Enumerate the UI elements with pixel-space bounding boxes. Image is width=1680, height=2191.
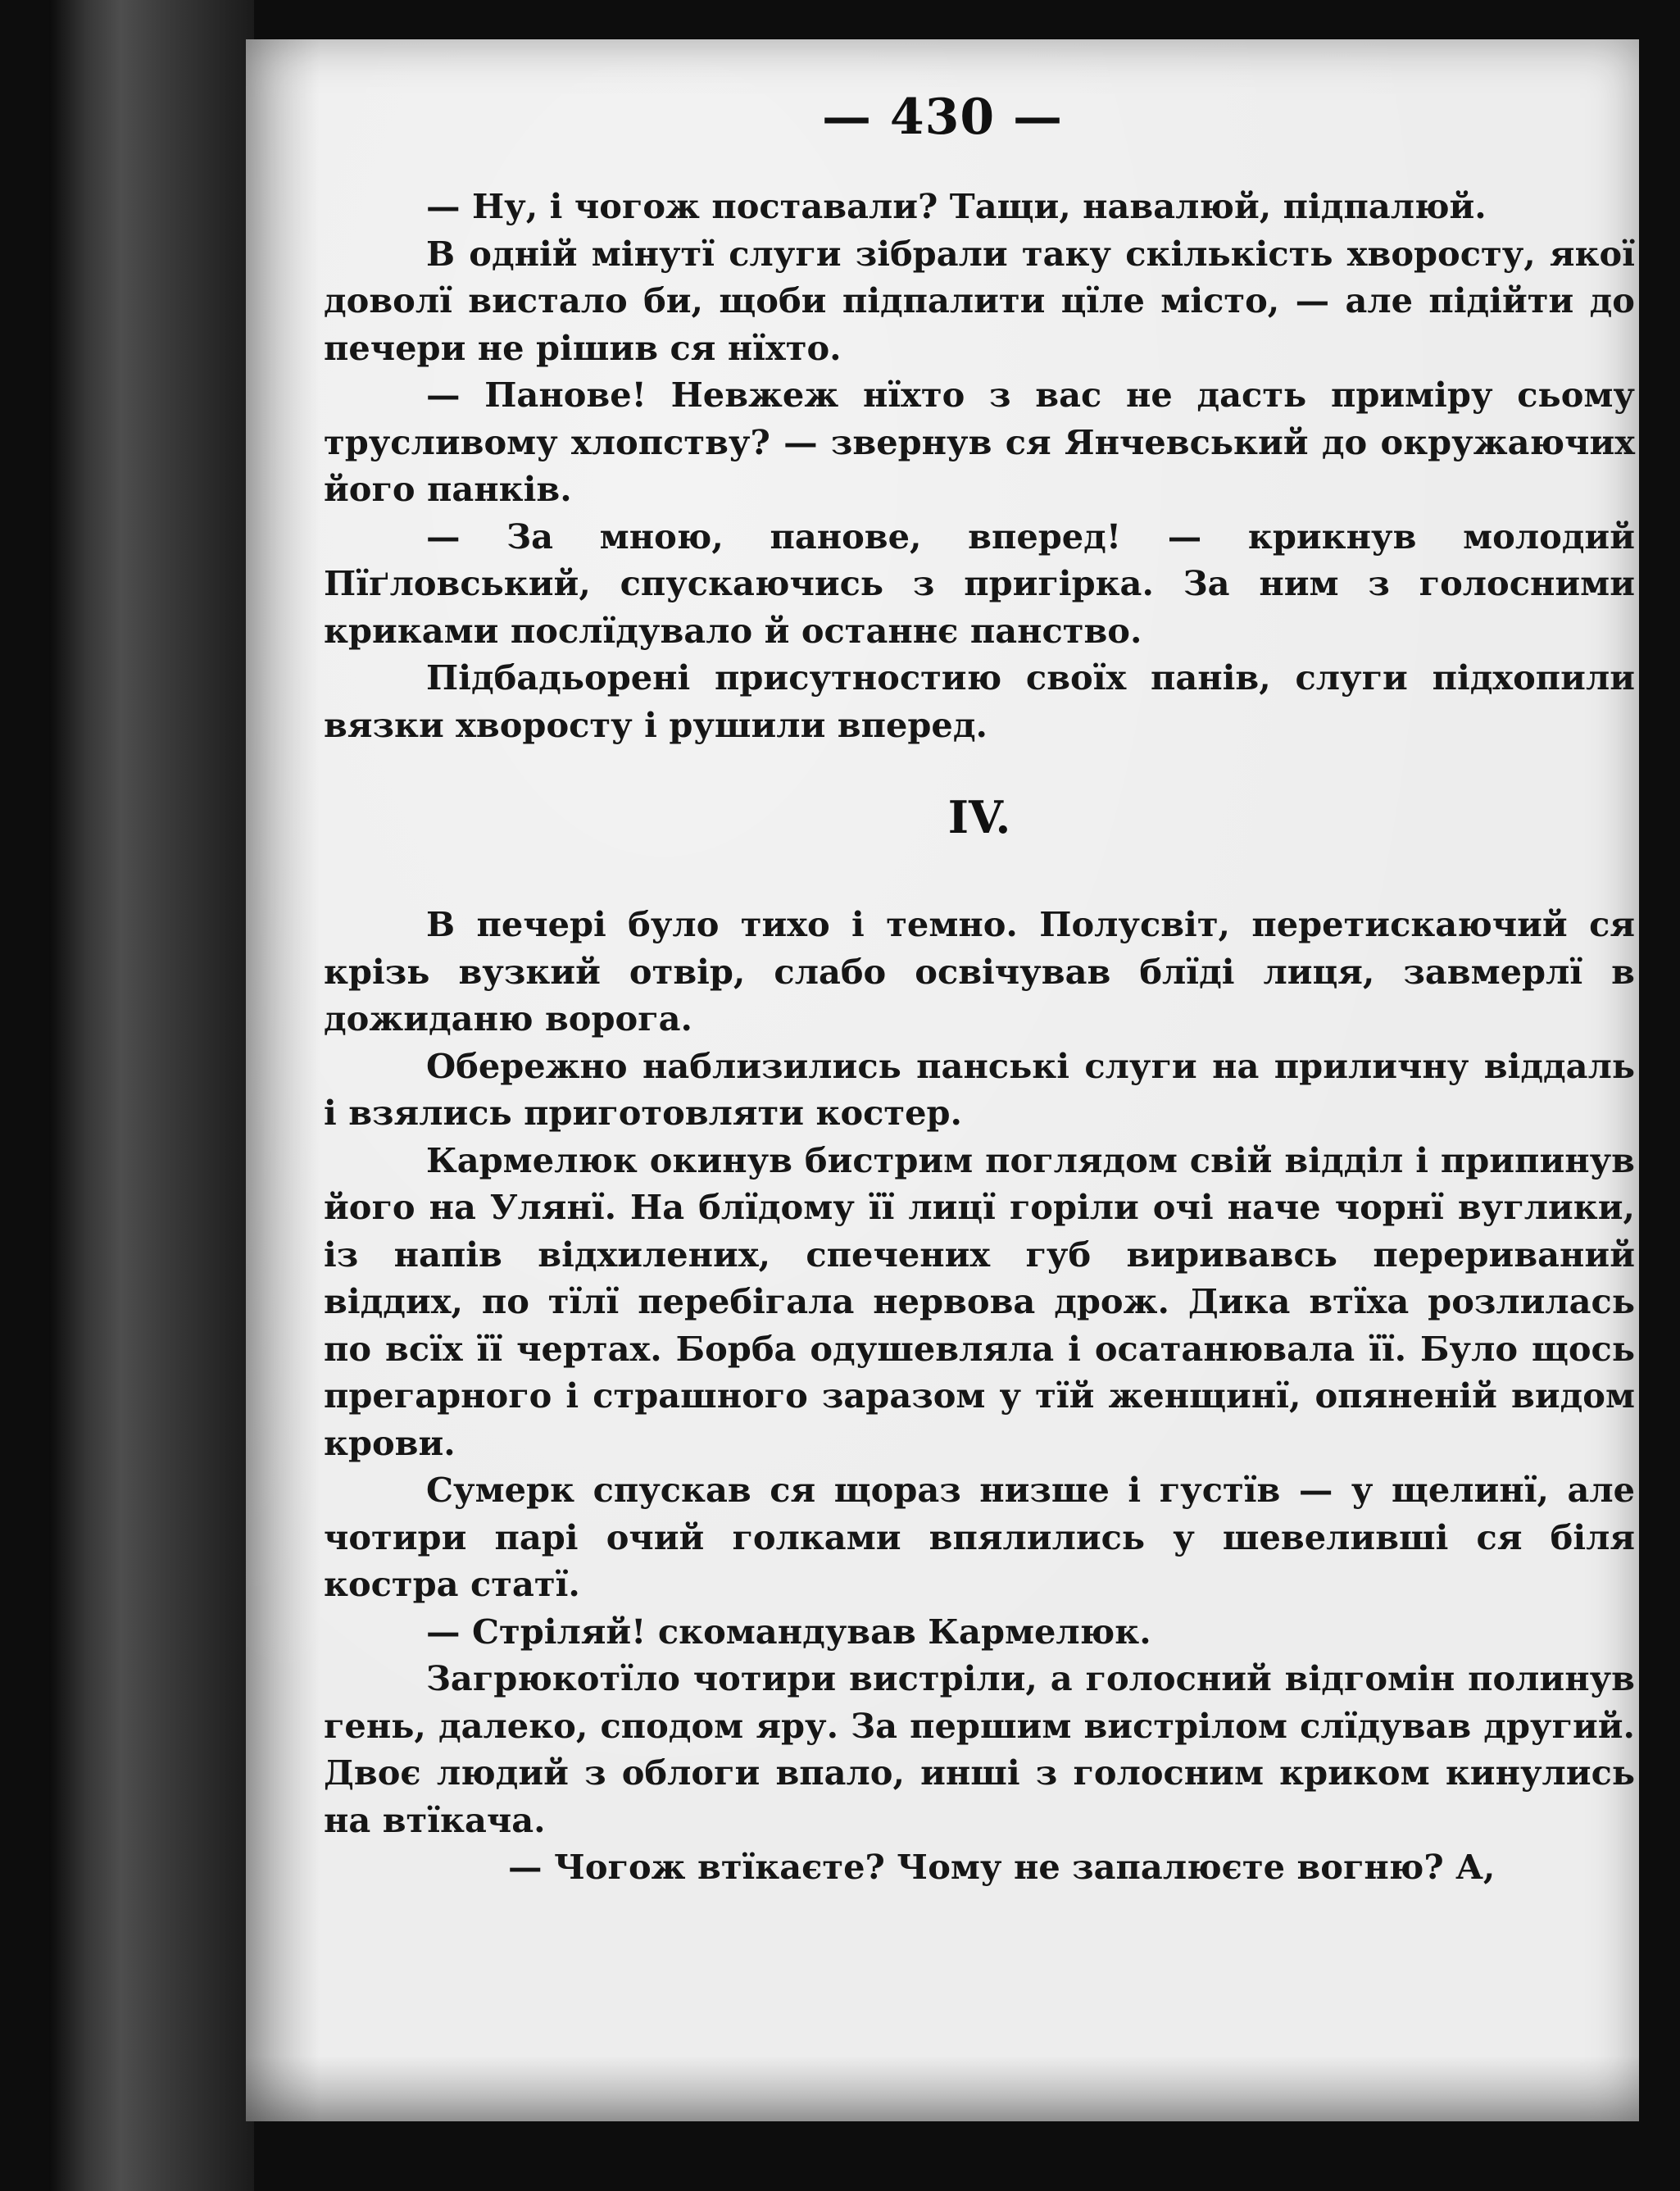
text-body	[324, 183, 1635, 1891]
page-number: — 430 —	[821, 89, 1064, 146]
paragraph: Кармелюк окинув бистрим поглядом свій відділ і припинув його на Улянї. На блїдому її лицї горіли очі наче чорнї вуглики, із напів відхилених, спечених губ виривавсь перериваний віддих, по тїлї перебігала нервова дрож. Дика втїха розлилась по всїх її чертах. Борба одушевляла і осатанювала її. Було щось прегарного і страшного заразом у тїй женщинї, опяненій видом крови.	[324, 1139, 1635, 1463]
paragraph: В печері було тихо і темно. Полусвіт, перетискаючий ся крізь вузкий отвір, слабо освічував блїді лиця, завмерлї в дожиданю ворога.	[324, 904, 1635, 1039]
paragraph: — За мною, панове, вперед! — крикнув молодий Пїґловський, спускаючись з пригірка. За ним з голосними криками послїдувало й останнє панство.	[324, 516, 1635, 651]
paragraph: — Панове! Невжеж нїхто з вас не дасть приміру сьому трусливому хлопству? — звернув ся Янчевський до окружаючих його панків.	[324, 375, 1635, 509]
paragraph: — Стріляй! скомандував Кармелюк.	[426, 1611, 1151, 1652]
book-spine	[49, 0, 254, 2191]
book-page	[246, 39, 1639, 2121]
paragraph: Обережно наблизились панські слуги на приличну віддаль і взялись приготовляти костер.	[324, 1045, 1635, 1133]
paragraph: Загрюкотїло чотири вистріли, а голосний відгомін полинув гень, далеко, сподом яру. За першим вистрілом слїдував другий. Двоє людий з облоги впало, инші з голосним криком кинулись на втїкача.	[324, 1658, 1635, 1840]
chapter-heading: IV.	[947, 791, 1011, 843]
paragraph: — Ну, і чогож поставали? Тащи, навалюй, підпалюй.	[426, 186, 1487, 226]
paragraph: В одній мінутї слуги зібрали таку скількість хворосту, якої доволї вистало би, щоби підпалити цїле місто, — але підійти до печери не рішив ся нїхто.	[324, 233, 1635, 368]
paragraph: Сумерк спускав ся щораз низше і густїв — у щелинї, але чотири парі очий голками впялились у шевелившi ся біля костра статї.	[324, 1470, 1635, 1604]
paragraph: Підбадьорені присутностию своїх панів, слуги підхопили вязки хворосту і рушили вперед.	[324, 657, 1635, 745]
closing-line: — Чогож втїкаєте? Чому не запалюєте вогню? А,	[508, 1847, 1496, 1887]
